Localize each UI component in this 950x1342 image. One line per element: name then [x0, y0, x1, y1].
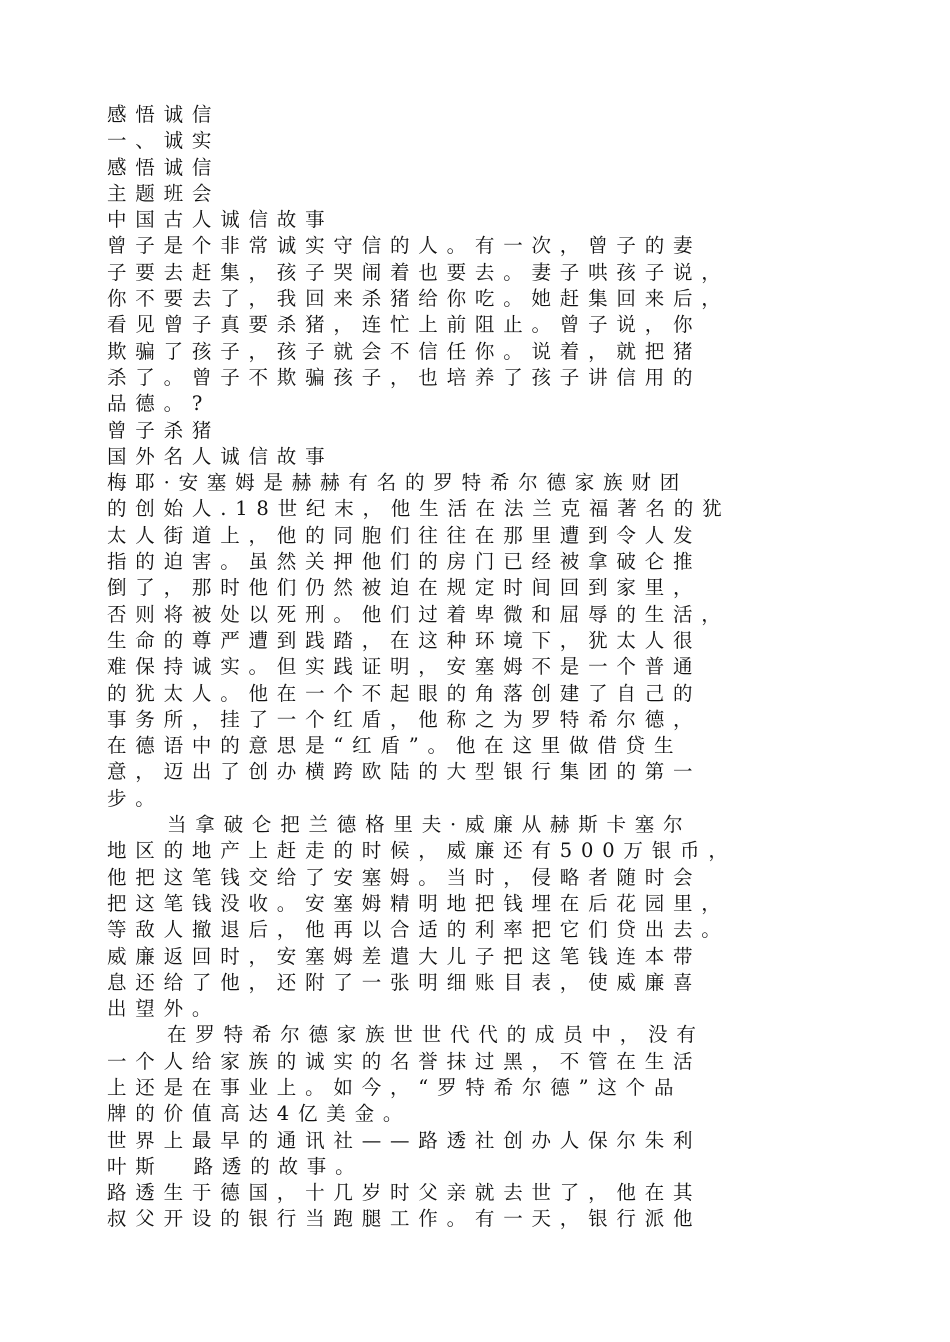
text-line: 事务所，挂了一个红盾，他称之为罗特希尔德， — [107, 707, 702, 731]
text-line: 威廉返回时，安塞姆差遣大儿子把这笔钱连本带 — [107, 944, 702, 968]
doc-title: 感悟诚信 — [107, 103, 221, 126]
story-title-zengzi: 曾子杀猪 — [107, 418, 221, 442]
text-line: 牌的价值高达4亿美金。 — [107, 1102, 412, 1126]
document-body — [107, 102, 867, 1233]
text-line: 一个人给家族的诚实的名誉抹过黑，不管在生活 — [107, 1049, 702, 1073]
text-line: 你不要去了，我回来杀猪给你吃。她赶集回来后， — [107, 287, 730, 311]
text-line: 梅耶·安塞姆是赫赫有名的罗特希尔德家族财团 — [107, 471, 688, 495]
text-line: 生命的尊严遭到践踏，在这种环境下，犹太人很 — [107, 628, 702, 652]
text-line: 的犹太人。他在一个不起眼的角落创建了自己的 — [107, 681, 702, 705]
story-heading-foreign: 国外名人诚信故事 — [107, 444, 334, 468]
text-line: 叔父开设的银行当跑腿工作。有一天，银行派他 — [107, 1207, 702, 1231]
story-heading-chinese: 中国古人诚信故事 — [107, 208, 334, 232]
text-line: 太人街道上，他的同胞们往往在那里遭到令人发 — [107, 523, 702, 547]
text-line: 在德语中的意思是“红盾”。他在这里做借贷生 — [107, 734, 683, 758]
text-line: 否则将被处以死刑。他们过着卑微和屈辱的生活， — [107, 602, 730, 626]
text-line: 看见曾子真要杀猪，连忙上前阻止。曾子说，你 — [107, 313, 702, 337]
text-line: 意，迈出了创办横跨欧陆的大型银行集团的第一 — [107, 760, 702, 784]
text-line: 品德。? — [107, 392, 212, 416]
text-line: 上还是在事业上。如今，“罗特希尔德”这个品 — [107, 1075, 683, 1099]
text-line: 他把这笔钱交给了安塞姆。当时，侵略者随时会 — [107, 865, 702, 889]
text-line: 倒了，那时他们仍然被迫在规定时间回到家里， — [107, 576, 702, 600]
text-line: 世界上最早的通讯社——路透社创办人保尔朱利 — [107, 1128, 702, 1152]
text-line: 步。 — [107, 786, 164, 810]
text-line: 等敌人撤退后，他再以合适的利率把它们贷出去。 — [107, 918, 730, 942]
doc-subtitle: 感悟诚信 — [107, 155, 221, 179]
story-title-reuters: 叶斯 路透的故事。 — [107, 1154, 364, 1178]
text-line: 欺骗了孩子，孩子就会不信任你。说着，就把猪 — [107, 339, 702, 363]
text-line: 地区的地产上赶走的时候，威廉还有500万银币， — [107, 839, 737, 863]
text-line: 出望外。 — [107, 997, 221, 1021]
text-line: 的创始人.18世纪末，他生活在法兰克福著名的犹 — [107, 497, 731, 521]
text-line: 曾子是个非常诚实守信的人。有一次，曾子的妻 — [107, 234, 702, 258]
text-line: 路透生于德国，十几岁时父亲就去世了，他在其 — [107, 1181, 702, 1205]
text-line: 把这笔钱没收。安塞姆精明地把钱埋在后花园里， — [107, 891, 730, 915]
text-line: 难保持诚实。但实践证明，安塞姆不是一个普通 — [107, 655, 702, 679]
text-line: 当拿破仑把兰德格里夫·威廉从赫斯卡塞尔 — [107, 813, 692, 837]
class-meeting-heading: 主题班会 — [107, 181, 221, 205]
text-line: 在罗特希尔德家族世世代代的成员中，没有 — [107, 1023, 705, 1047]
text-line: 指的迫害。虽然关押他们的房门已经被拿破仑推 — [107, 550, 702, 574]
text-line: 子要去赶集，孩子哭闹着也要去。妻子哄孩子说， — [107, 260, 730, 284]
text-line: 息还给了他，还附了一张明细账目表，使威廉喜 — [107, 970, 702, 994]
text-line: 杀了。曾子不欺骗孩子，也培养了孩子讲信用的 — [107, 365, 702, 389]
section-heading: 一、诚实 — [107, 129, 221, 153]
